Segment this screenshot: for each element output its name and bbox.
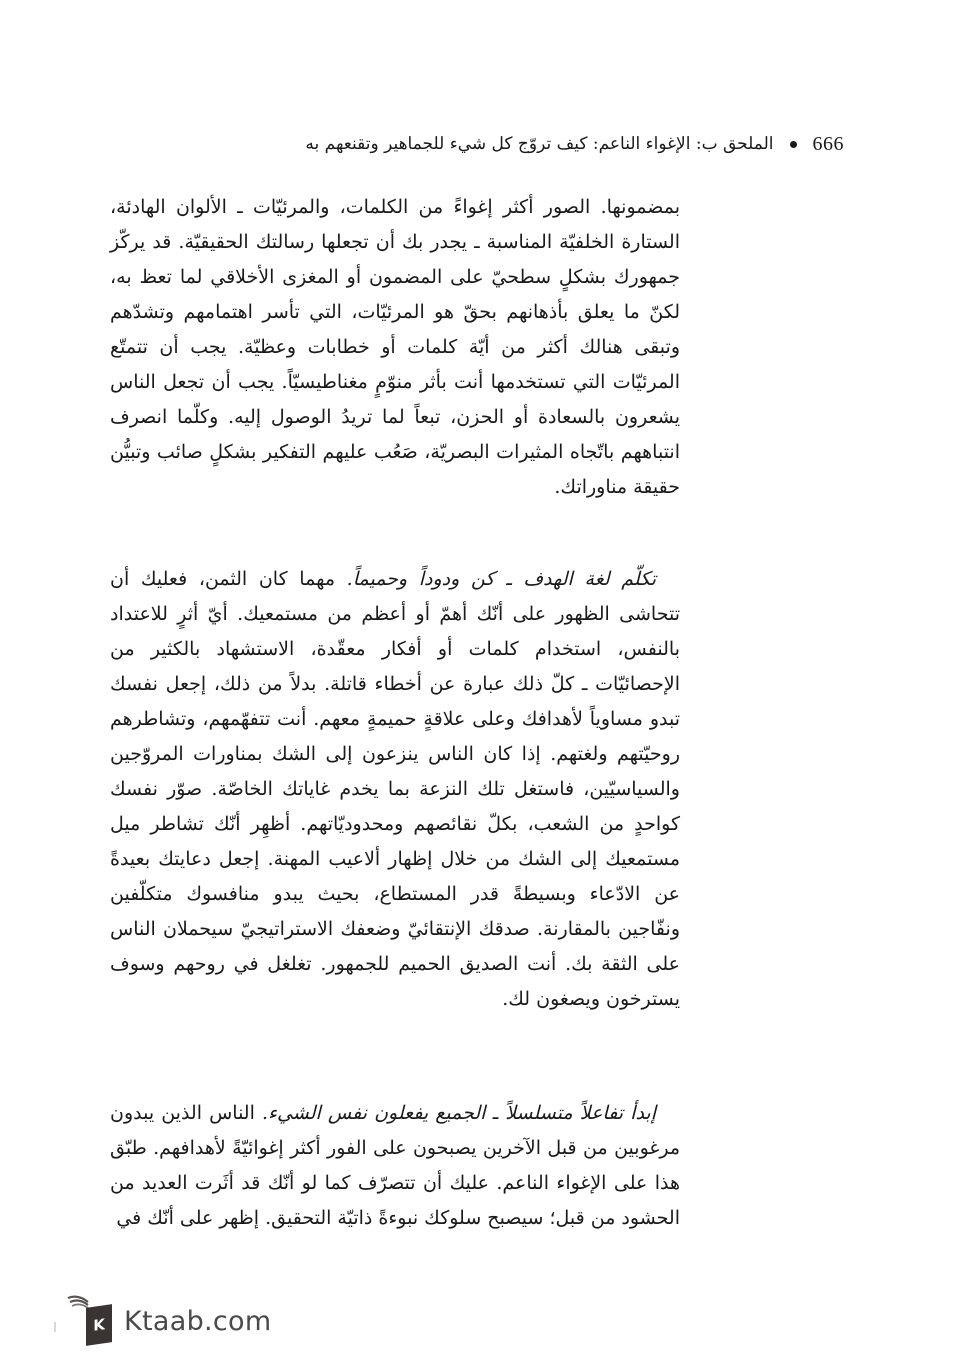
paragraph-body: بمضمونها. الصور أكثر إغواءً من الكلمات، والمرئيّات ـ الألوان الهادئة، الستارة الخلفيّة المناسبة ـ يجدر بك أن تجعلها رسالتك الحقيقيّة. قد يركّز جمهورك بشكلٍ سطحيّ على المضمون أو المغزى الأخلاقي لما تعظ به، لكنّ ما يعلق بأذهانهم بحقّ هو المرئيّات، التي تأسر اهتمامهم وتشدّهم وتبقى هنالك أكثر من أيّة كلمات أو خطابات وعظيّة. يجب أن تتمتّع المرئيّات التي تستخدمها أنت بأثر منوّمٍ مغناطيسيّاً. يجب أن تجعل الناس يشعرون بالسعادة أو الحزن، تبعاً لما تريدُ الوصول إليه. وكلّما انصرف انتباههم باتّجاه المثيرات البصريّة، صَعُب عليهم التفكير بشكلٍ صائب وتبيُّن حقيقة مناوراتك.	[110, 196, 680, 498]
page-header	[270, 128, 844, 160]
margin-mark	[54, 1322, 56, 1332]
logo-wordmark: Ktaab.com	[124, 1305, 272, 1337]
bullet-separator-icon	[790, 141, 797, 148]
paragraph-3	[110, 1096, 680, 1236]
paragraph-text	[110, 1096, 680, 1236]
running-title: الملحق ب: الإغواء الناعم: كيف تروّج كل شيء للجماهير وتقنعهم به	[305, 134, 774, 154]
book-cover	[86, 1304, 112, 1346]
paragraph-body: الناس الذين يبدون مرغوبين من قبل الآخرين يصبحون على الفور أكثر إغوائيّةً لأهدافهم. طبّق هذا على الإغواء الناعم. عليك أن تتصرّف كما لو أنّك قد أثَرت العديد من الحشود من قبل؛ سيصبح سلوكك نبوءةً ذاتيّة التحقيق. إظهر على أنّك في	[110, 1102, 680, 1229]
paragraph-text	[110, 562, 680, 1017]
paragraph-2	[110, 562, 680, 1017]
paragraph-body: مهما كان الثمن، فعليك أن تتحاشى الظهور على أنّك أهمّ أو أعظم من مستمعيك. أيّ أثرٍ للاعتداد بالنفس، استخدام كلمات أو أفكار معقّدة، الاستشهاد بالكثير من الإحصائيّات ـ كلّ ذلك عبارة عن أخطاء قاتلة. بدلاً من ذلك، إجعل نفسك تبدو مساوياً لأهدافك وعلى علاقةٍ حميمةٍ معهم. أنت تتفهّمهم، وتشاطرهم روحيّتهم ولغتهم. إذا كان الناس ينزعون إلى الشك بمناورات المروّجين والسياسيّين، فاستغل تلك النزعة بما يخدم غاياتك الخاصّة. صوّر نفسك كواحدٍ من الشعب، بكلّ نقائصهم ومحدوديّاتهم. أظهِر أنّك تشاطر ميل مستمعيك إلى الشك من خلال إظهار ألاعيب المهنة. إجعل دعايتك بعيدةً عن الادّعاء وبسيطةً قدر المستطاع، بحيث يبدو منافسوك متكلّفين ونفّاجين بالمقارنة. صدقك الإنتقائيّ وضعفك الاستراتيجيّ سيحملان الناس على الثقة بك. أنت الصديق الحميم للجمهور. تغلغل في روحهم وسوف يسترخون ويصغون لك.	[110, 568, 680, 1010]
logo-letter: K	[93, 1315, 105, 1335]
ktaab-logo	[66, 1294, 271, 1348]
paragraph-lead-heading: تكلّم لغة الهدف ـ كن ودوداً وحميماً.	[346, 568, 656, 590]
paragraph-1	[110, 190, 680, 505]
paragraph-lead-heading: إبدأ تفاعلاً متسلسلاً ـ الجميع يفعلون نفس الشيء.	[261, 1102, 656, 1124]
page-number: 666	[812, 132, 844, 155]
book-logo-icon	[66, 1294, 114, 1348]
paragraph-text	[110, 190, 680, 505]
